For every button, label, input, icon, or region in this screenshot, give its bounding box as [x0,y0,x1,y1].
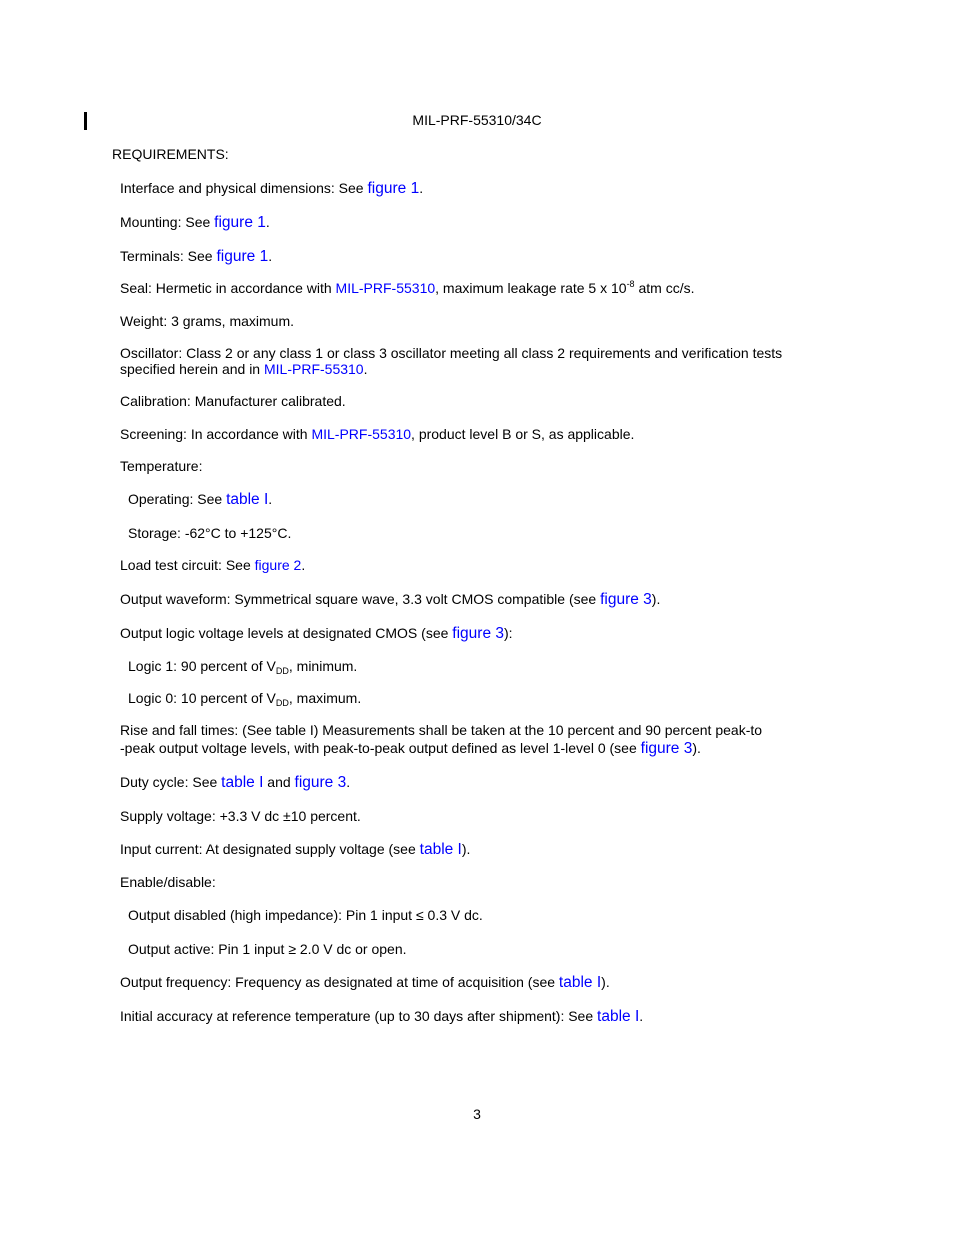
req-output-frequency [120,974,800,991]
req-text: Logic 0: 10 percent of V [128,690,276,706]
req-text: Oscillator: Class 2 or any class 1 or class 3 oscillator meeting all class 2 requirements and verification tests specified herein and in [120,345,783,377]
req-text-end: ). [651,591,661,607]
req-output-waveform [120,591,800,608]
exponent: -8 [626,279,635,289]
spec-link[interactable]: MIL-PRF-55310 [335,280,436,296]
req-text-end: , minimum. [288,658,358,674]
req-weight: Weight: 3 grams, maximum. [120,313,295,329]
figure-1-link[interactable]: figure 1 [216,248,269,265]
figure-1-link[interactable]: figure 1 [214,214,266,231]
req-text: Output waveform: Symmetrical square wave, 3.3 volt CMOS compatible (see [120,591,601,607]
req-operating [128,491,808,508]
req-storage: Storage: -62°C to +125°C. [128,525,292,541]
req-duty-cycle [120,774,800,791]
req-text-end: . [301,557,306,573]
req-terminals [120,248,800,265]
req-text: Logic 1: 90 percent of V [128,658,276,674]
req-screening [120,426,800,442]
req-rise-fall [120,722,800,757]
req-text-end: . [363,361,368,377]
subscript: DD [275,698,289,708]
table-i-link[interactable]: table I [558,974,602,991]
figure-3-link[interactable]: figure 3 [600,591,652,608]
req-text: Output logic voltage levels at designated CMOS (see [120,625,453,641]
figure-1-link[interactable]: figure 1 [367,180,420,197]
req-text-end: . [346,774,351,790]
table-i-link[interactable]: table I [597,1008,640,1025]
req-calibration: Calibration: Manufacturer calibrated. [120,393,346,409]
table-i-link[interactable]: table I [419,841,462,858]
figure-3-link[interactable]: figure 3 [452,625,504,642]
req-logic-1 [128,658,808,674]
req-enable-disable: Enable/disable: [120,874,216,890]
req-supply-voltage: Supply voltage: +3.3 V dc ±10 percent. [120,808,361,824]
req-text: Terminals: See [120,248,217,264]
figure-2-link[interactable]: figure 2 [254,557,302,573]
req-text-mid: , maximum leakage rate 5 x 10 [435,280,627,296]
req-text: Seal: Hermetic in accordance with [120,280,336,296]
subscript: DD [275,666,289,676]
req-temperature: Temperature: [120,458,203,474]
req-interface [120,180,800,197]
req-text: Input current: At designated supply voltage (see [120,841,420,857]
req-text-end: ). [692,740,701,756]
req-output-disabled: Output disabled (high impedance): Pin 1 input ≤ 0.3 V dc. [128,907,483,923]
req-text-end: . [639,1008,644,1024]
page-number: 3 [473,1106,481,1122]
req-input-current [120,841,800,858]
req-text-end: . [268,491,273,507]
document-id-header: MIL-PRF-55310/34C [412,112,542,128]
req-text-mid: and [263,774,295,790]
req-seal [120,280,800,296]
req-load-test [120,557,800,573]
req-text-end: . [265,214,270,230]
req-text: Rise and fall times: (See table I) Measurements shall be taken at the 10 percent and 90 percent peak-to [120,722,763,738]
section-title: REQUIREMENTS: [112,146,229,162]
req-text-end: ): [504,625,513,641]
spec-link[interactable]: MIL-PRF-55310 [311,426,412,442]
req-text-end: atm cc/s. [634,280,695,296]
req-initial-accuracy [120,1008,800,1025]
req-logic-levels [120,625,800,642]
req-text-end: . [419,180,424,196]
table-i-link[interactable]: table I [226,491,269,508]
req-oscillator [120,345,800,377]
req-text: Output frequency: Frequency as designated at time of acquisition (see [120,974,559,990]
req-text: Duty cycle: See [120,774,222,790]
req-text: Initial accuracy at reference temperature (up to 30 days after shipment): See [120,1008,598,1024]
figure-3-link[interactable]: figure 3 [640,740,693,757]
req-text-end: , product level B or S, as applicable. [411,426,635,442]
req-output-active: Output active: Pin 1 input ≥ 2.0 V dc or open. [128,941,407,957]
req-text-end: ). [601,974,610,990]
req-text: Operating: See [128,491,227,507]
req-text-end: . [268,248,273,264]
req-text-line2: -peak output voltage levels, with peak-to-peak output defined as level 1-level 0 (see [120,740,641,756]
req-text: Screening: In accordance with [120,426,312,442]
req-logic-0 [128,690,808,706]
spec-link[interactable]: MIL-PRF-55310 [264,361,364,377]
figure-3-link[interactable]: figure 3 [294,774,347,791]
req-text-end: , maximum. [288,690,362,706]
req-text: Interface and physical dimensions: See [120,180,368,196]
req-text: Load test circuit: See [120,557,255,573]
req-text: Mounting: See [120,214,215,230]
req-text-end: ). [461,841,471,857]
table-i-link[interactable]: table I [221,774,264,791]
req-mounting [120,214,800,231]
